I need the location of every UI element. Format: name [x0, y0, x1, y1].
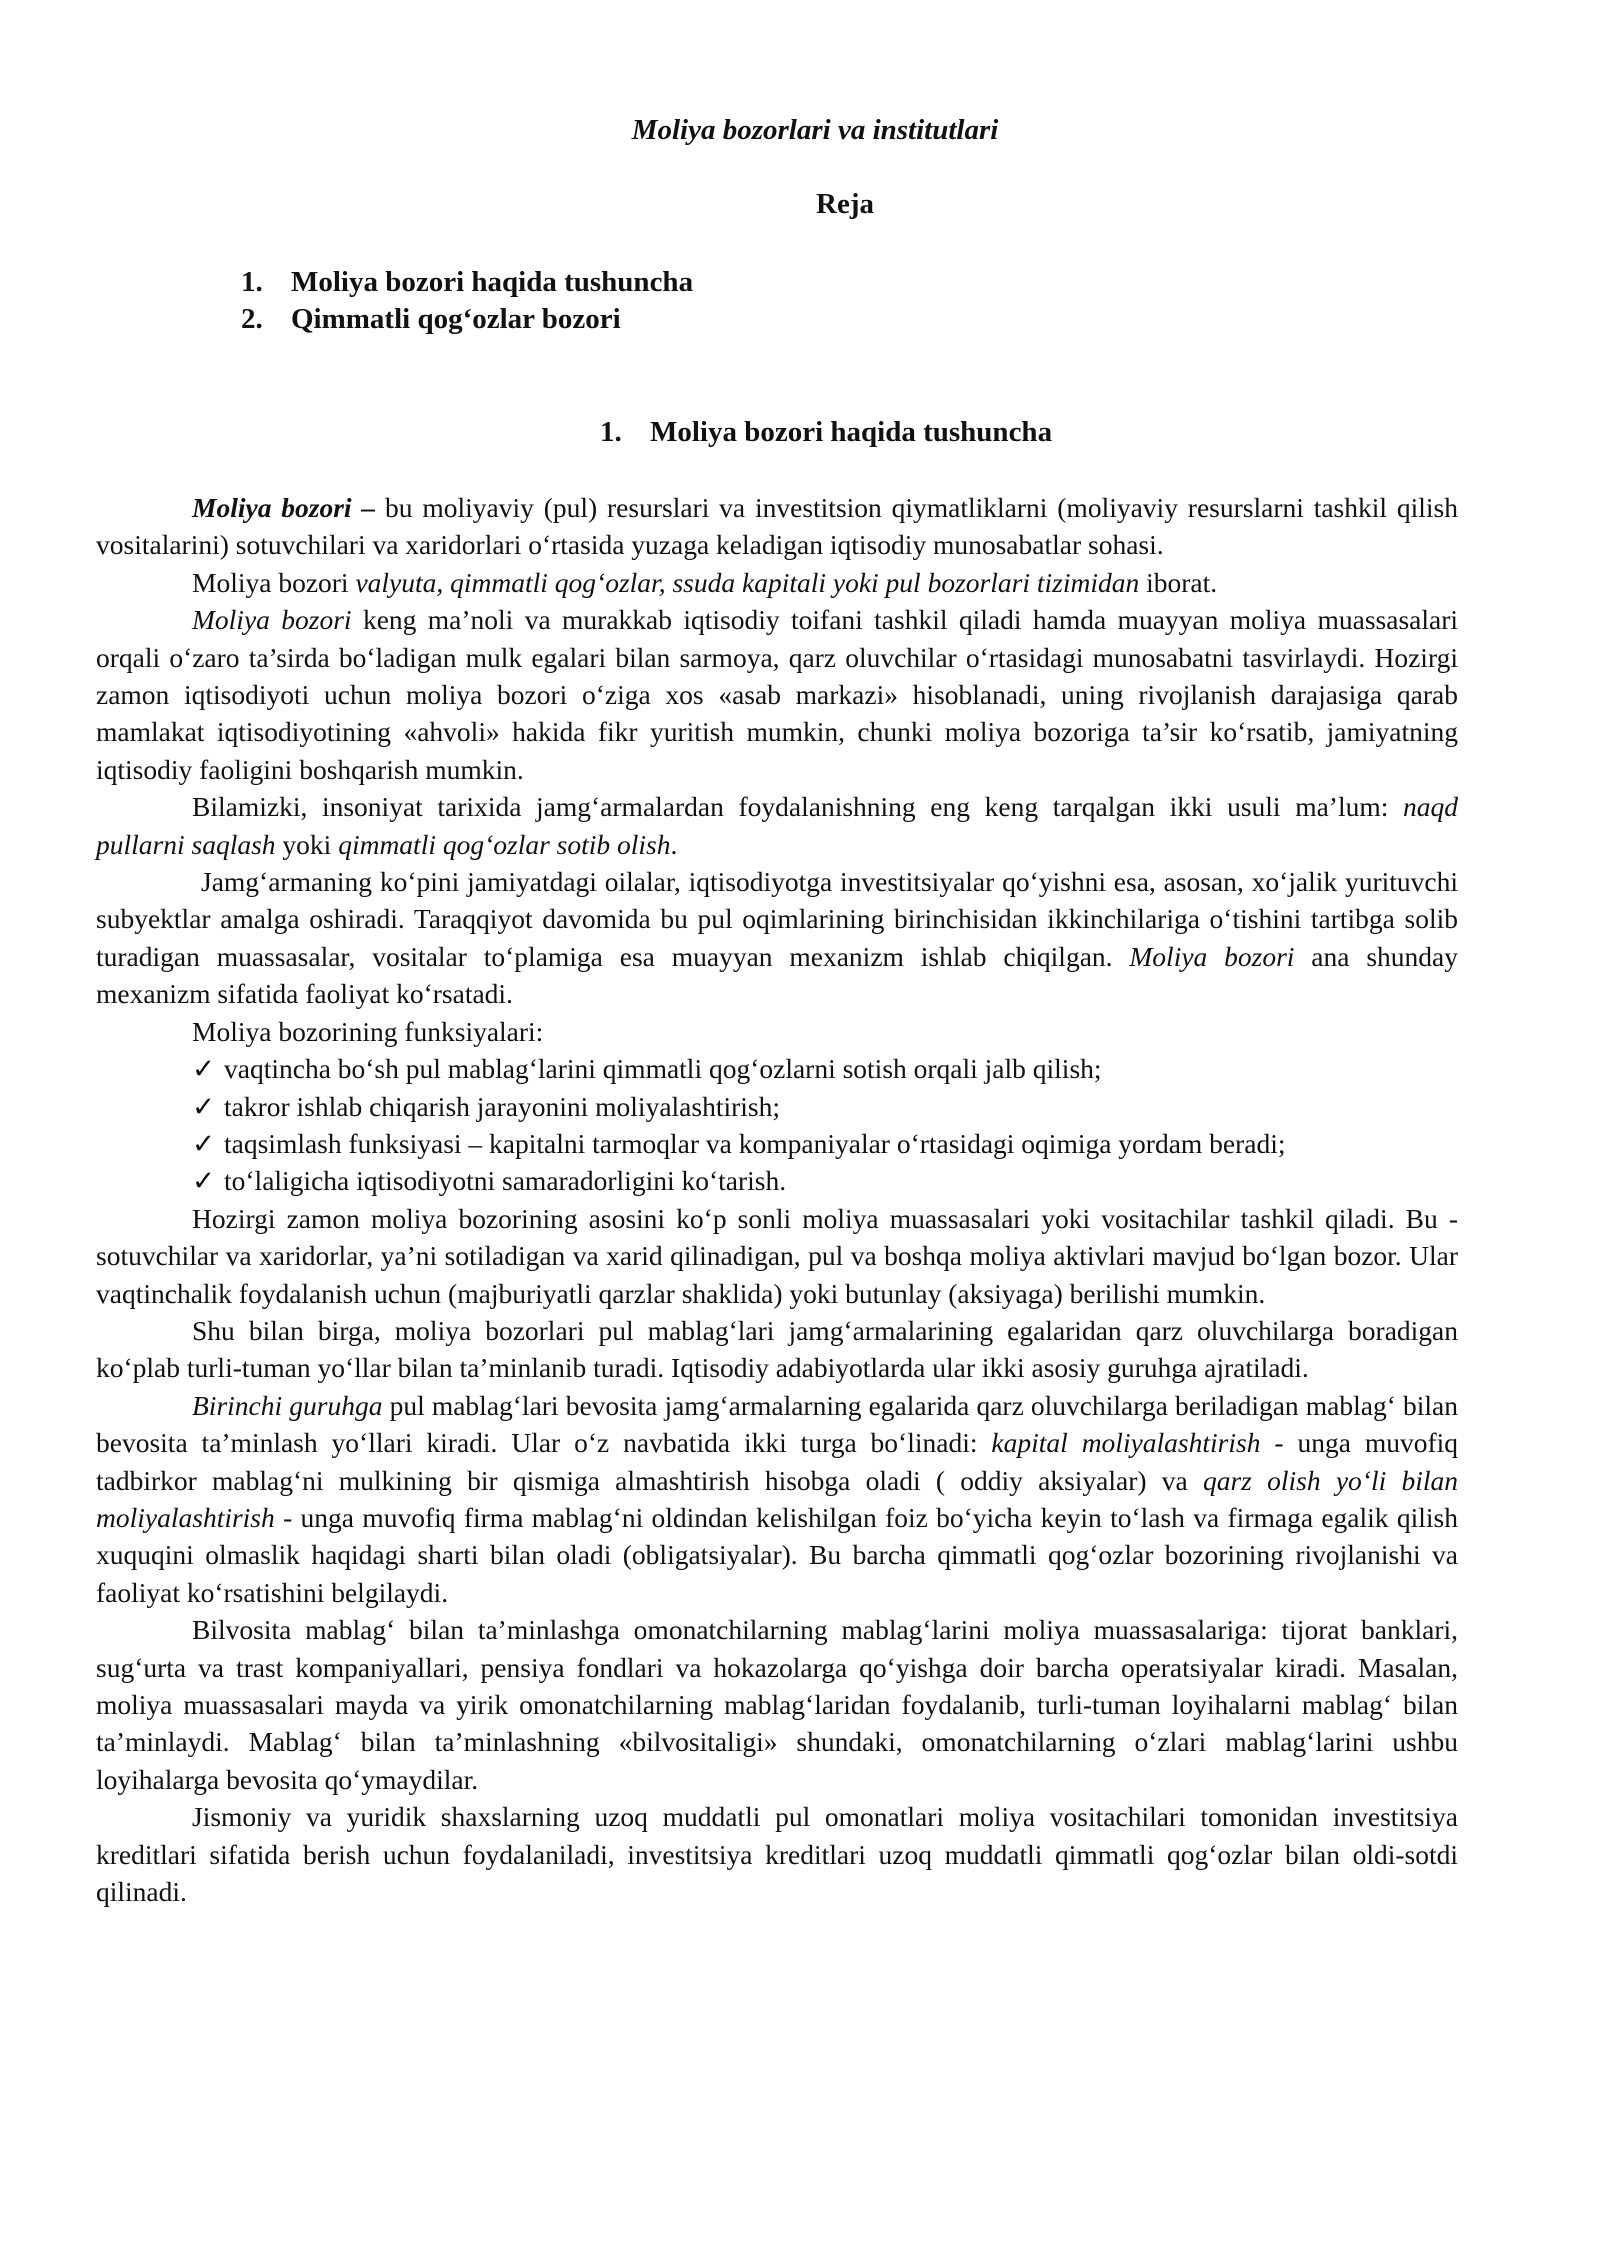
paragraph [96, 788, 1458, 863]
body-text [96, 489, 1458, 1910]
paragraph [96, 1387, 1458, 1611]
toc-item-number: 2. [241, 303, 263, 335]
function-text: taqsimlash funksiyasi – kapitalni tarmoqlar va kompaniyalar o‘rtasidagi oqimiga yordam beradi; [224, 1127, 1286, 1159]
paragraph-text: iborat. [1139, 566, 1218, 598]
paragraph-text: Moliya bozori [192, 566, 356, 598]
section-heading [600, 416, 1052, 449]
function-text: to‘laligicha iqtisodiyotni samaradorligini ko‘tarish. [224, 1165, 787, 1197]
paragraph: Shu bilan birga, moliya bozorlari pul mablag‘lari jamg‘armalarining egalaridan qarz oluvchilarga boradigan ko‘plab turli-tuman yo‘llar bilan ta’minlanib turadi. Iqtisodiy adabiyotlarda ular ikki asosiy guruhga ajratiladi. [96, 1314, 1458, 1384]
checkmark-icon: ✓ [192, 1090, 216, 1122]
emphasis: kapital moliyalashtirish [991, 1427, 1261, 1459]
paragraph [96, 863, 1458, 1013]
paragraph: Bilvosita mablag‘ bilan ta’minlashga omonatchilarning mablag‘larini moliya muassasalariga: tijorat banklari, sug‘urta va trast kompaniyallari, pensiya fondlari va hokazolarga qo‘yishga doir barcha operatsiyalar kiradi. Masalan, moliya muassasalari mayda va yirik omonatchilarning mablag‘laridan foydalanib, turli-tuman loyihalarni mablag‘ bilan ta’minlaydi. Mablag‘ bilan ta’minlashning «bilvositaligi» shundaki, omonatchilarning o‘zlari mablag‘larini ushbu loyihalarga bevosita qo‘ymaydilar. [96, 1614, 1458, 1795]
paragraph-text: . [670, 828, 678, 860]
section-number: 1. [600, 416, 622, 448]
toc-item-label: Moliya bozori haqida tushuncha [291, 266, 694, 298]
checkmark-icon: ✓ [192, 1053, 216, 1085]
emphasis: Birinchi guruhga [192, 1389, 383, 1421]
toc-item-number: 1. [241, 266, 263, 298]
paragraph-text: Bilamizki, insoniyat tarixida jamg‘armalardan foydalanishning eng keng tarqalgan ikki usuli ma’lum: [192, 791, 1403, 823]
paragraph: Moliya bozorining funksiyalari: [192, 1015, 544, 1047]
paragraph: Jismoniy va yuridik shaxslarning uzoq muddatli pul omonatlari moliya vositachilari tomonidan investitsiya kreditlari sifatida berish uchun foydalaniladi, investitsiya kreditlari uzoq muddatli qimmatli qog‘ozlar bilan oldi-sotdi qilinadi. [96, 1801, 1458, 1908]
function-text: takror ishlab chiqarish jarayonini moliyalashtirish; [224, 1090, 780, 1122]
emphasis: qarz olish yo‘li bilan moliyalashtirish [96, 1464, 1458, 1533]
paragraph-text: - unga muvofiq tadbirkor mablag‘ni mulkining bir qismiga almashtirish hisobga oladi ( oddiy aksiyalar) va [96, 1427, 1459, 1496]
function-list-item [96, 1125, 1458, 1162]
emphasis: naqd pullarni saqlash [96, 791, 1458, 860]
toc-item-label: Qimmatli qog‘ozlar bozori [291, 303, 621, 335]
paragraph-text: yoki [275, 828, 339, 860]
paragraph [96, 564, 1458, 601]
paragraph [96, 489, 1458, 564]
paragraph-text: Jamg‘armaning ko‘pini jamiyatdagi oilalar, iqtisodiyotga investitsiyalar qo‘yishni esa, asosan, xo‘jalik yurituvchi subyektlar amalga oshiradi. Taraqqiyot davomida bu pul oqimlarining birinchisidan ikkinchilariga o‘tishini tartibga solib turadigan muassasalar, vositalar to‘plamiga esa muayyan mexanizm ishlab chiqilgan. [96, 866, 1458, 972]
document-title: Moliya bozorlari va institutlari [631, 114, 999, 146]
paragraph-text: - unga muvofiq firma mablag‘ni oldindan kelishilgan foiz bo‘yicha keyin to‘lash va firmaga egalik qilish xuquqini olmaslik haqidagi sharti bilan oladi (obligatsiyalar). Bu barcha qimmatli qog‘ozlar bozorining rivojlanishi va faoliyat ko‘rsatishini belgilaydi. [96, 1501, 1458, 1608]
function-list-item [96, 1088, 1458, 1125]
emphasis: valyuta, qimmatli qog‘ozlar, ssuda kapitali yoki pul bozorlari tizimidan [355, 566, 1140, 598]
checkmark-icon: ✓ [192, 1165, 216, 1197]
section-title: Moliya bozori haqida tushuncha [650, 416, 1053, 448]
paragraph-text: keng ma’noli va murakkab iqtisodiy toifani tashkil qiladi hamda muayyan moliya muassasalari orqali o‘zaro ta’sirda bo‘ladigan mulk egalari bilan sarmoya, qarz oluvchilar o‘rtasidagi munosabatni tasvirlaydi. Hozirgi zamon iqtisodiyoti uchun moliya bozori o‘ziga xos «asab markazi» hisoblanadi, uning rivojlanish darajasiga qarab mamlakat iqtisodiyotining «ahvoli» hakida fikr yuritish mumkin, chunki moliya bozoriga ta’sir ko‘rsatib, jamiyatning iqtisodiy faoligini boshqarish mumkin. [96, 604, 1458, 785]
plan-heading: Reja [816, 188, 874, 220]
function-list-item [96, 1162, 1458, 1199]
paragraph [96, 601, 1458, 788]
defined-term: Moliya bozori – [192, 492, 376, 523]
toc-item [241, 301, 693, 338]
paragraph-text: pul mablag‘lari bevosita jamg‘armalarning egalarida qarz oluvchilarga beriladigan mablag‘ bilan bevosita ta’minlash yo‘llari kiradi. Ular o‘z navbatida ikki turga bo‘linadi: [96, 1389, 1458, 1459]
emphasis: qimmatli qog‘ozlar sotib olish [338, 828, 671, 860]
toc-item [241, 264, 693, 301]
function-list-item [96, 1050, 1458, 1087]
paragraph-text: ana shunday mexanizm sifatida faoliyat ko‘rsatadi. [96, 940, 1458, 1010]
table-of-contents [241, 264, 693, 338]
function-text: vaqtincha bo‘sh pul mablag‘larini qimmatli qog‘ozlarni sotish orqali jalb qilish; [224, 1053, 1102, 1085]
emphasis: Moliya bozori [192, 604, 352, 636]
checkmark-icon: ✓ [192, 1127, 216, 1159]
emphasis: Moliya bozori [1129, 940, 1295, 972]
paragraph: Hozirgi zamon moliya bozorining asosini ko‘p sonli moliya muassasalari yoki vositachilar tashkil qiladi. Bu - sotuvchilar va xaridorlar, ya’ni sotiladigan va xarid qilinadigan, pul va boshqa moliya aktivlari mavjud bo‘lgan bozor. Ular vaqtinchalik foydalanish uchun (majburiyatli qarzlar shaklida) yoki butunlay (aksiyaga) berilishi mumkin. [96, 1202, 1458, 1309]
paragraph-text: bu moliyaviy (pul) resurslari va investitsion qiymatliklarni (moliyaviy resurslarni tashkil qilish vositalarini) sotuvchilari va xaridorlari o‘rtasida yuzaga keladigan iqtisodiy munosabatlar sohasi. [96, 492, 1458, 561]
